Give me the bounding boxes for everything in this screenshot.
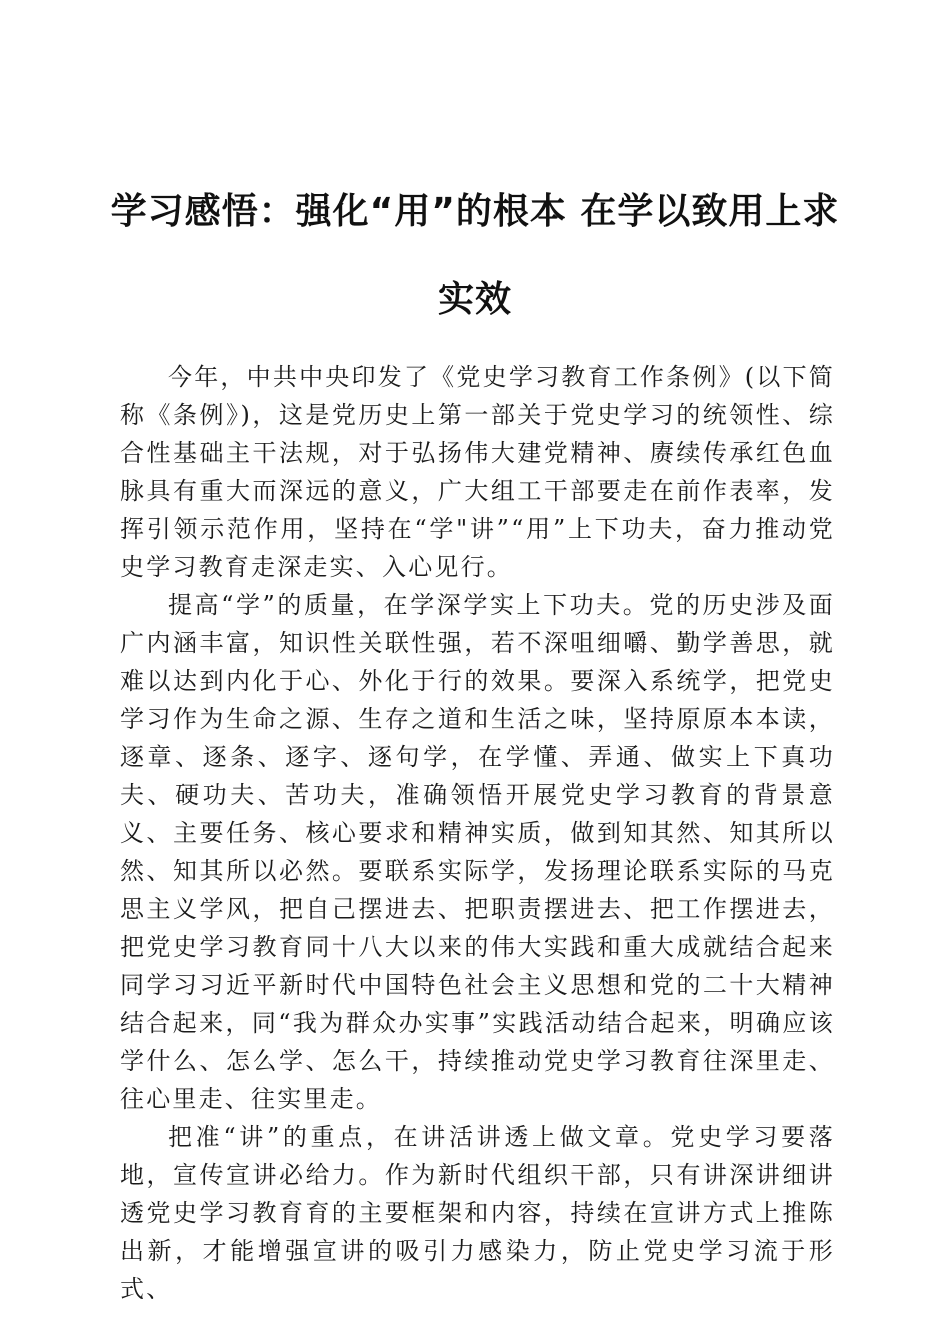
paragraph-1: 今年，中共中央印发了《党史学习教育工作条例》(以下简称《条例》)，这是党历史上第一部关于党史学习的统领性、综合性基础主干法规，对于弘扬伟大建党精神、赓续传承红色血脉具有重大而深远的意义，广大组工干部要走在前作表率，发挥引领示范作用，坚持在“学"讲”“用”上下功夫，奋力推动党史学习教育走深走实、入心见行。 (120, 363, 835, 581)
paragraph-3: 把准“讲”的重点，在讲活讲透上做文章。党史学习要落地，宣传宣讲必给力。作为新时代组织干部，只有讲深讲细讲透党史学习教育育的主要框架和内容，持续在宣讲方式上推陈出新，才能增强宣讲的吸引力感染力，防止党史学习流于形式、 (120, 1123, 835, 1303)
document-title: 学习感悟：强化“用”的根本 在学以致用上求实效 (110, 191, 840, 320)
paragraph-2: 提高“学”的质量，在学深学实上下功夫。党的历史涉及面广内涵丰富，知识性关联性强，若不深咀细嚼、勤学善思，就难以达到内化于心、外化于行的效果。要深入系统学，把党史学习作为生命之源、生存之道和生活之味，坚持原原本本读，逐章、逐条、逐字、逐句学，在学懂、弄通、做实上下真功夫、硬功夫、苦功夫，准确领悟开展党史学习教育的背景意义、主要任务、核心要求和精神实质，做到知其然、知其所以然、知其所以必然。要联系实际学，发扬理论联系实际的马克思主义学风，把自己摆进去、把职责摆进去、把工作摆进去，把党史学习教育同十八大以来的伟大实践和重大成就结合起来同学习习近平新时代中国特色社会主义思想和党的二十大精神结合起来，同“我为群众办实事”实践活动结合起来，明确应该学什么、怎么学、怎么干，持续推动党史学习教育往深里走、往心里走、往实里走。 (120, 591, 835, 1113)
document-body (120, 358, 835, 1308)
